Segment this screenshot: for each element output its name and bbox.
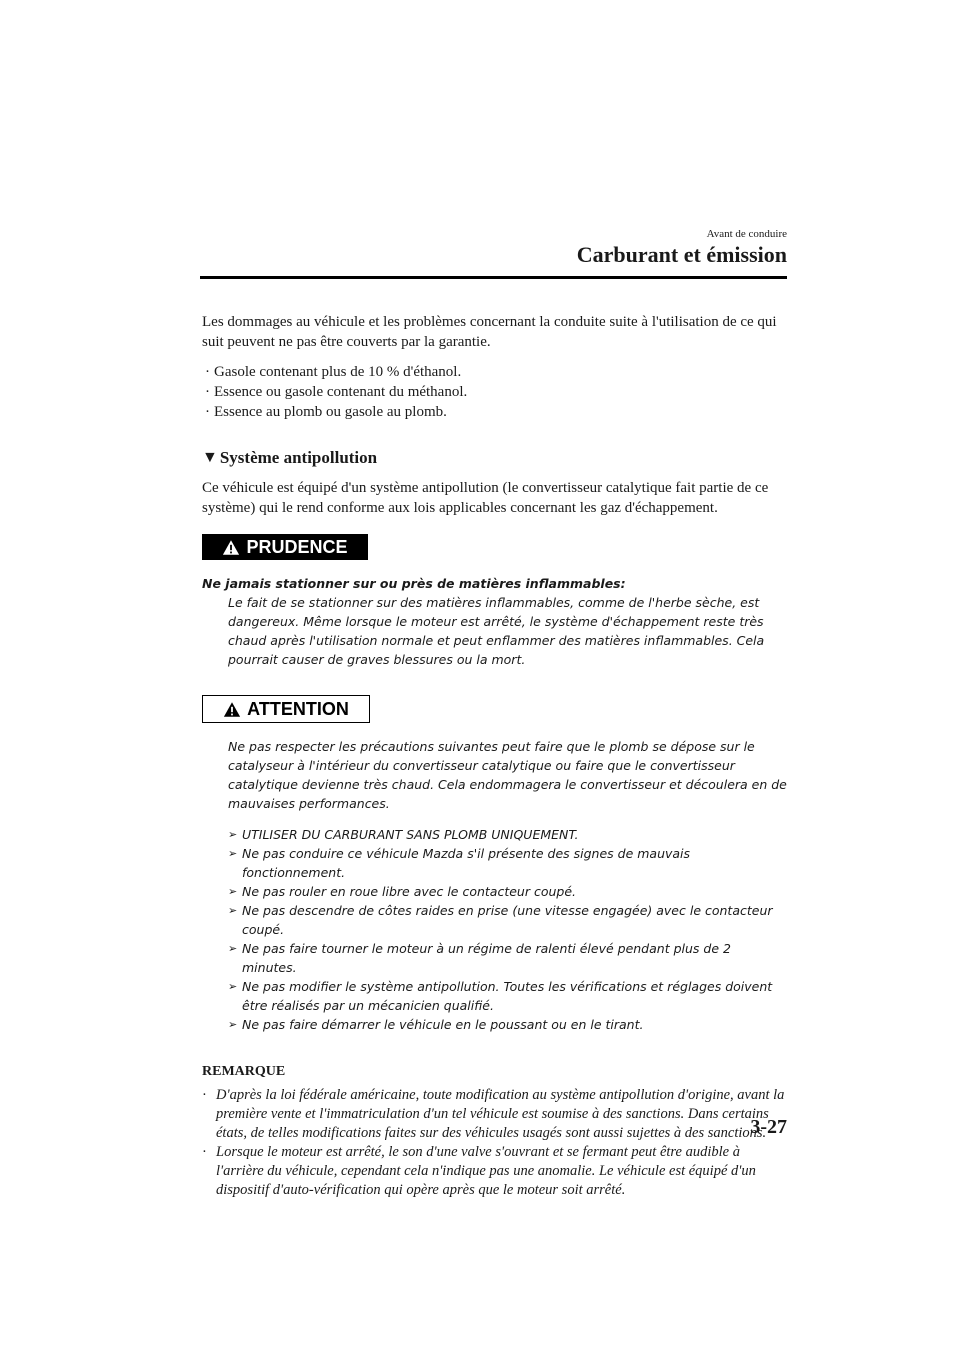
- intro-paragraph: Les dommages au véhicule et les problèmes concernant la conduite suite à l'utilisation de ce qui suit peuvent ne pas être couverts par la garantie.: [202, 314, 777, 350]
- list-item: ➢ Ne pas faire démarrer le véhicule en le poussant ou en le tirant.: [228, 1017, 644, 1032]
- arrow-right-icon: ➢: [228, 904, 238, 917]
- arrow-right-icon: ➢: [228, 980, 238, 993]
- list-item: ➢ Ne pas conduire ce véhicule Mazda s'il présente des signes de mauvais fonctionnement.: [228, 846, 691, 880]
- page-title: Carburant et émission: [576, 242, 787, 267]
- page-header: [577, 228, 787, 268]
- prudence-badge: PRUDENCE: [202, 534, 368, 560]
- arrow-right-icon: ➢: [228, 885, 238, 898]
- fuel-list: [202, 362, 787, 422]
- prudence-title: Ne jamais stationner sur ou près de matières inflammables:: [202, 576, 626, 591]
- list-item: · Essence au plomb ou gasole au plomb.: [205, 404, 447, 420]
- triangle-down-icon: ▼: [202, 449, 218, 466]
- section-heading: ▼ Système antipollution: [202, 448, 378, 467]
- arrow-right-icon: ➢: [228, 847, 238, 860]
- header-divider: [200, 276, 787, 279]
- list-item: · D'après la loi fédérale américaine, toute modification au système antipollution d'origine, avant la première vente et l'immatriculation d'un tel véhicule est soumise à des sanctions. Dans certains états, de telles modifications faites sur des véhicules usagés sont aussi sujettes à des sanctions.: [202, 1087, 785, 1141]
- arrow-right-icon: ➢: [228, 942, 238, 955]
- warning-icon: [222, 539, 240, 556]
- remarque-heading: REMARQUE: [202, 1064, 286, 1079]
- chapter-subtitle: Avant de conduire: [706, 228, 787, 240]
- page-number: 3-27: [750, 1116, 787, 1138]
- list-item: · Gasole contenant plus de 10 % d'éthanol.: [205, 364, 462, 380]
- list-item: · Lorsque le moteur est arrêté, le son d'une valve s'ouvrant et se fermant peut être audible à l'arrière du véhicule, cependant cela n'indique pas une anomalie. Le véhicule est équipé d'un dispositif d'auto-vérification qui opère après que le moteur soit arrêté.: [202, 1144, 756, 1198]
- arrow-right-icon: ➢: [228, 1018, 238, 1031]
- attention-badge: ATTENTION: [202, 695, 370, 723]
- section-paragraph: Ce véhicule est équipé d'un système antipollution (le convertisseur catalytique fait partie de ce système) qui le rend conforme aux lois applicables concernant les gaz d'échappement.: [202, 480, 769, 516]
- list-item: ➢ Ne pas modifier le système antipollution. Toutes les vérifications et réglages doivent être réalisés par un mécanicien qualifié.: [228, 979, 773, 1013]
- remarque-list: [202, 1086, 787, 1200]
- list-item: ➢ UTILISER DU CARBURANT SANS PLOMB UNIQUEMENT.: [228, 827, 579, 842]
- list-item: ➢ Ne pas rouler en roue libre avec le contacteur coupé.: [228, 884, 576, 899]
- main-content: [202, 312, 787, 1200]
- list-item: ➢ Ne pas faire tourner le moteur à un régime de ralenti élevé pendant plus de 2 minutes.: [228, 941, 731, 975]
- prudence-text: Le fait de se stationner sur des matières inflammables, comme de l'herbe sèche, est dangereux. Même lorsque le moteur est arrêté, le système d'échappement reste très chaud après l'utilisation normale et peut enflammer des matières inflammables. Cela pourrait causer de graves blessures ou la mort.: [228, 595, 765, 667]
- list-item: ➢ Ne pas descendre de côtes raides en prise (une vitesse engagée) avec le contacteur coupé.: [228, 903, 773, 937]
- arrow-right-icon: ➢: [228, 828, 238, 841]
- attention-text: Ne pas respecter les précautions suivantes peut faire que le plomb se dépose sur le catalyseur à l'intérieur du convertisseur catalytique ou faire que le convertisseur catalytique devienne très chaud. Cela endommagera le convertisseur et découlera en de mauvaises performances.: [228, 739, 787, 811]
- attention-list: [228, 825, 787, 1034]
- list-item: · Essence ou gasole contenant du méthanol.: [205, 384, 468, 400]
- warning-icon: [223, 701, 241, 718]
